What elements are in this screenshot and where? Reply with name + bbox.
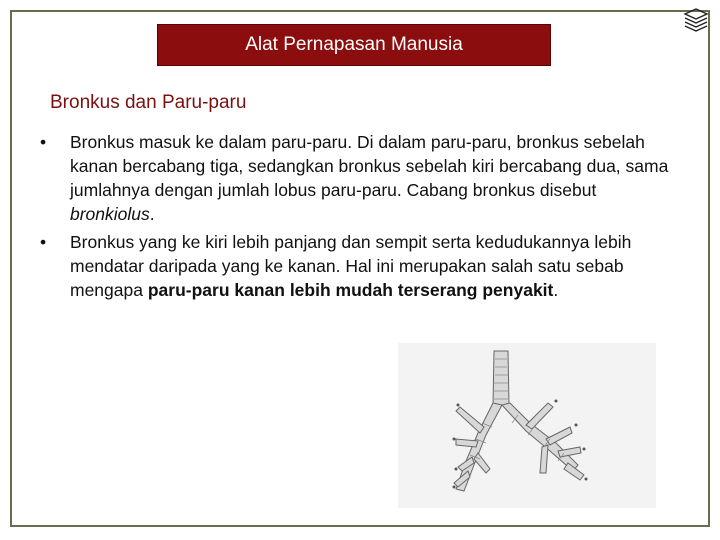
bullet-item (34, 130, 684, 226)
bullet-item (34, 230, 684, 302)
bullet2-bold-phrase: paru-paru kanan lebih mudah terserang penyakit (147, 280, 554, 300)
bullet1-italic-term: bronkiolus (70, 204, 150, 224)
bullet-list (34, 130, 684, 306)
bullet-dot: • (40, 232, 47, 252)
bullet2-end: . (553, 280, 559, 300)
books-logo-icon (682, 6, 710, 32)
bullet1-text: Bronkus masuk ke dalam paru-paru. Di dalam paru-paru, bronkus sebelah kanan bercabang tiga, sedangkan bronkus sebelah kiri bercabang dua, sama jumlahnya dengan jumlah lobus paru-paru. Cabang bronkus disebut (70, 132, 669, 200)
bullet-dot: • (40, 132, 47, 152)
slide-title: Alat Pernapasan Manusia (157, 24, 551, 66)
bullet1-end: . (149, 204, 155, 224)
bronchi-diagram (398, 343, 656, 508)
bullet2-text: Bronkus yang ke kiri lebih panjang dan sempit serta kedudukannya lebih mendatar daripada yang ke kanan. Hal ini merupakan salah satu sebab mengapa (70, 232, 632, 300)
slide-subtitle: Bronkus dan Paru-paru (50, 92, 247, 113)
